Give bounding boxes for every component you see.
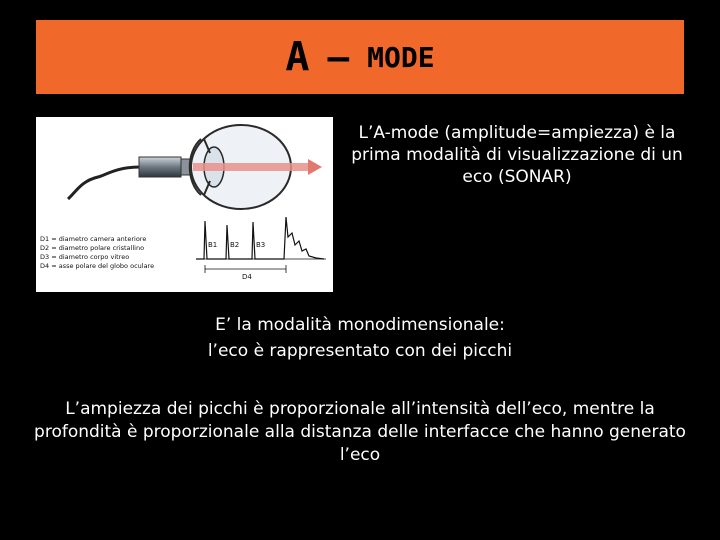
ultrasound-beam — [193, 163, 308, 171]
legend-item-d4: D4 = asse polare del globo oculare — [40, 262, 155, 270]
amplitude-text: L’ampiezza dei picchi è proporzionale all’intensità dell’eco, mentre la profondità è proporzionale alla distanza delle interfacce che hanno generato l’eco — [34, 399, 686, 465]
title-bar — [36, 20, 684, 94]
beam-arrow — [308, 159, 322, 175]
a-mode-diagram-svg — [36, 117, 333, 292]
a-mode-description: L’A-mode (amplitude=ampiezza) è la prima modalità di visualizzazione di un eco (SONAR) — [351, 123, 683, 187]
monodimensional-line-2: l’eco è rappresentato con dei picchi — [207, 341, 513, 361]
a-mode-diagram — [36, 117, 333, 292]
legend-item-d3: D3 = diametro corpo vitreo — [40, 253, 130, 261]
title-separator: – — [327, 36, 350, 78]
probe-cable — [68, 167, 140, 199]
peak-label-b3: B3 — [256, 241, 266, 249]
title-letter: A — [285, 34, 310, 80]
peak-label-b1: B1 — [208, 241, 218, 249]
monodimensional-text — [120, 312, 600, 364]
peak-label-b2: B2 — [230, 241, 240, 249]
monodimensional-line-1: E’ la modalità monodimensionale: — [215, 315, 505, 335]
legend-item-d1: D1 = diametro camera anteriore — [40, 235, 147, 243]
probe-body — [139, 157, 181, 177]
title-mode: MODE — [367, 40, 435, 74]
a-mode-trace — [196, 217, 324, 259]
legend-item-d2: D2 = diametro polare cristallino — [40, 244, 145, 252]
axis-label-d4: D4 — [242, 273, 252, 281]
